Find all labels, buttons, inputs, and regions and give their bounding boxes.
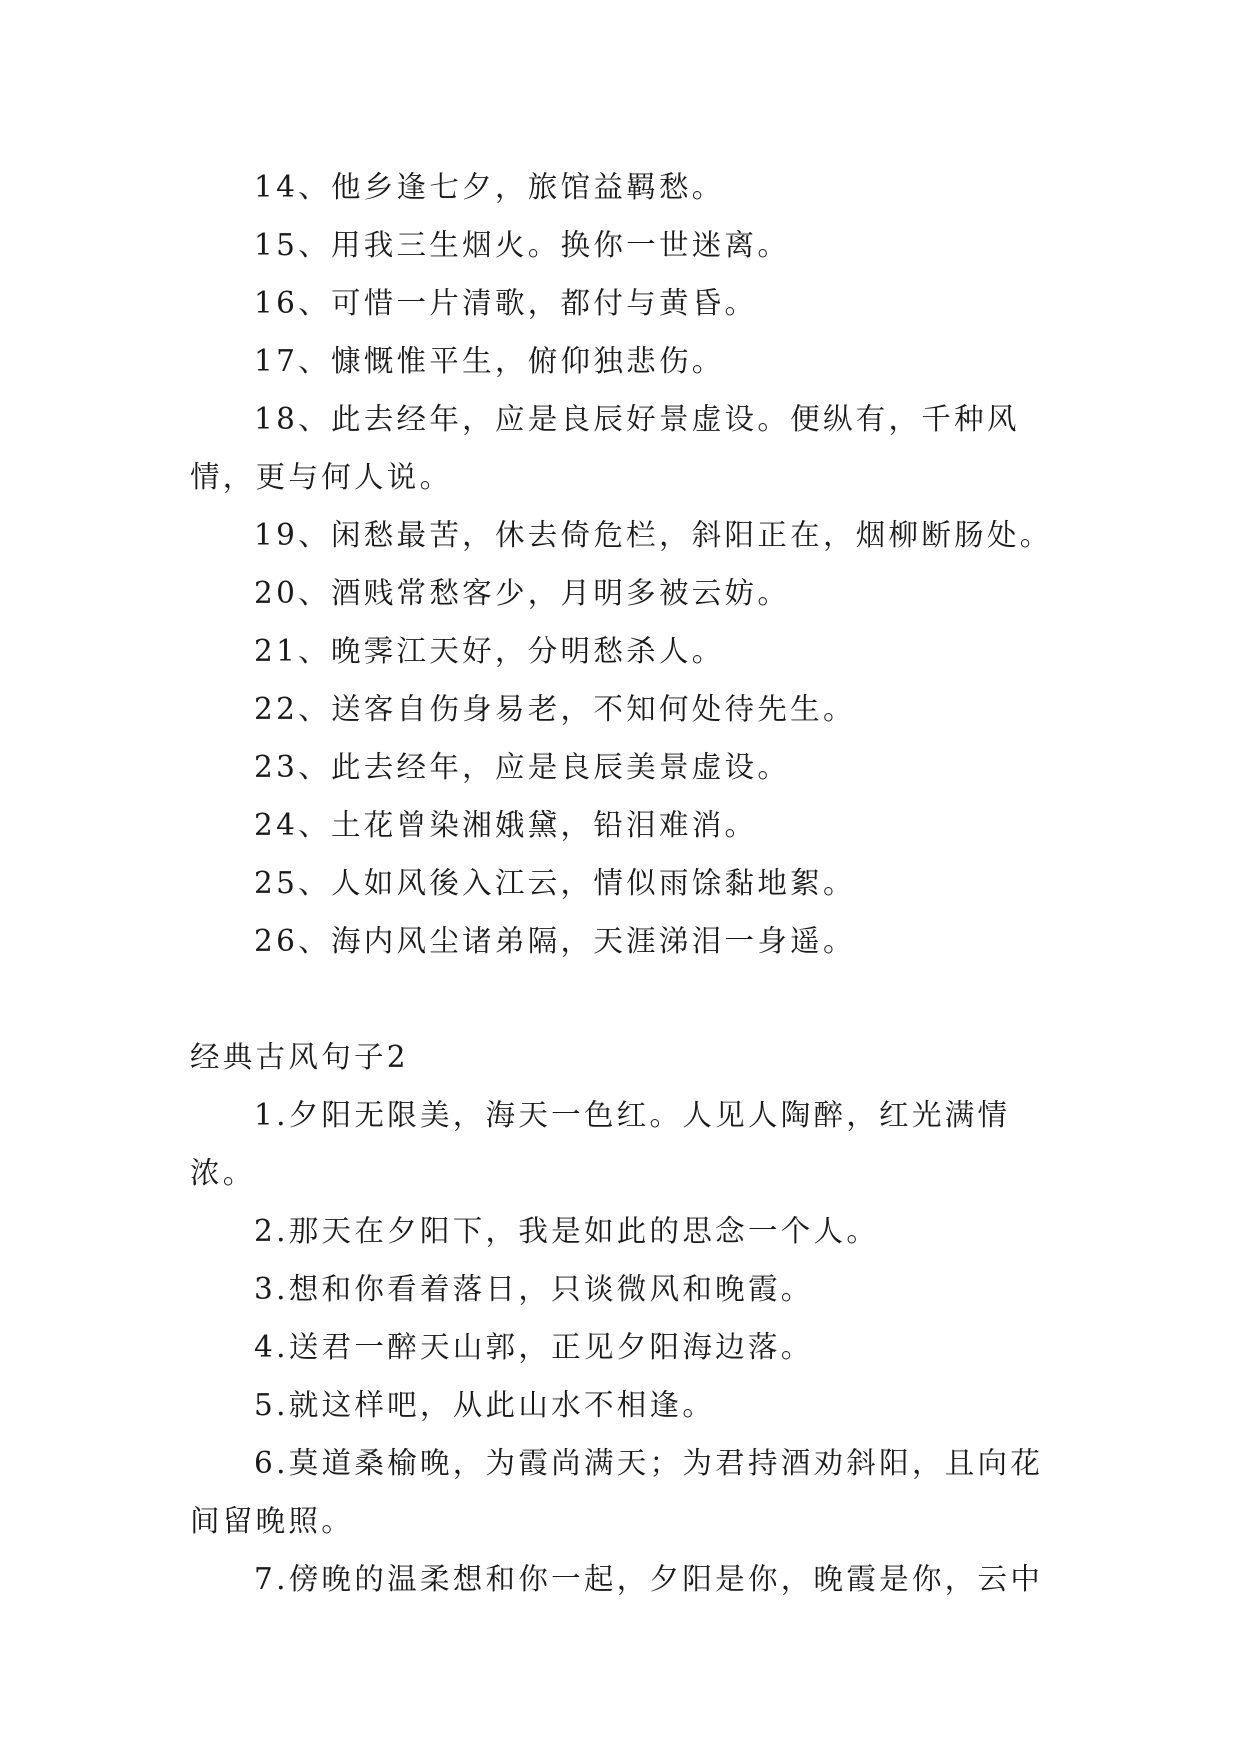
list-item: 16、可惜一片清歌，都付与黄昏。 <box>254 286 758 320</box>
list-item: 5.就这样吧，从此山水不相逢。 <box>254 1388 716 1422</box>
list-item: 20、酒贱常愁客少，月明多被云妨。 <box>254 576 791 610</box>
list-item: 25、人如风後入江云，情似雨馀黏地絮。 <box>254 866 856 900</box>
list-item: 2.那天在夕阳下，我是如此的思念一个人。 <box>254 1214 880 1248</box>
list-item: 23、此去经年，应是良辰美景虚设。 <box>254 750 791 784</box>
section-spacer <box>190 970 1072 1028</box>
list-item: 19、闲愁最苦，休去倚危栏，斜阳正在，烟柳断肠处。 <box>254 518 1053 552</box>
list-item: 14、他乡逢七夕，旅馆益羁愁。 <box>254 170 725 204</box>
section-heading: 经典古风句子2 <box>190 1040 409 1074</box>
list-item: 7.傍晚的温柔想和你一起，夕阳是你，晚霞是你，云中 <box>254 1562 1044 1596</box>
list-item: 4.送君一醉天山郭，正见夕阳海边落。 <box>254 1330 814 1364</box>
list-item: 24、土花曾染湘娥黛，铅泪难消。 <box>254 808 758 842</box>
list-item: 1.夕阳无限美，海天一色红。人见人陶醉，红光满情浓。 <box>190 1098 1011 1190</box>
list-item: 21、晚霁江天好，分明愁杀人。 <box>254 634 725 668</box>
list-item: 18、此去经年，应是良辰好景虚设。便纵有，千种风情，更与何人说。 <box>190 402 1020 494</box>
document-body <box>190 158 1072 1608</box>
list-item: 3.想和你看着落日，只谈微风和晚霞。 <box>254 1272 814 1306</box>
list-item: 6.莫道桑榆晚，为霞尚满天；为君持酒劝斜阳，且向花间留晚照。 <box>190 1446 1044 1538</box>
list-item: 17、慷慨惟平生，俯仰独悲伤。 <box>254 344 725 378</box>
list-item: 15、用我三生烟火。换你一世迷离。 <box>254 228 791 262</box>
list-item: 22、送客自伤身易老，不知何处待先生。 <box>254 692 856 726</box>
list-item: 26、海内风尘诸弟隔，天涯涕泪一身遥。 <box>254 924 856 958</box>
